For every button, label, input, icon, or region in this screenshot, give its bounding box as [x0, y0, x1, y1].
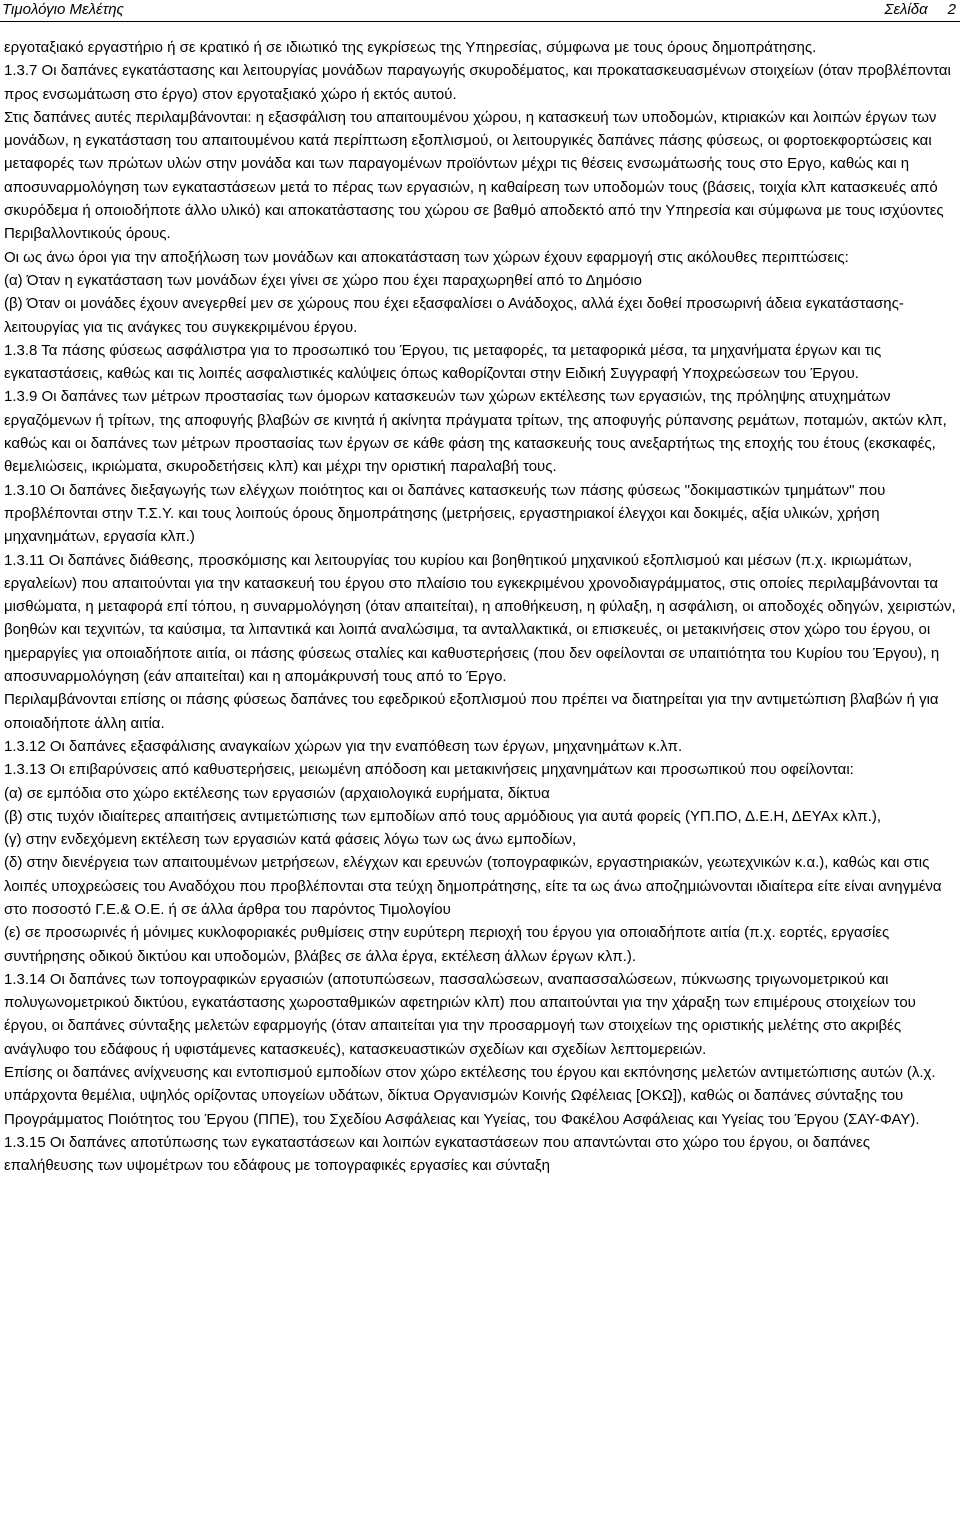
header-divider — [0, 21, 960, 22]
document-body — [4, 36, 956, 1178]
paragraph-1-3-8: 1.3.8 Τα πάσης φύσεως ασφάλιστρα για το προσωπικό του Έργου, τις μεταφορές, τα μεταφορικά μέσα, τα μηχανήματα έργων και τις εγκαταστάσεις, καθώς και τις λοιπές ασφαλιστικές καλύψεις όπως καθορίζονται στην Ειδική Συγγραφή Υποχρεώσεων του Έργου. — [4, 341, 882, 383]
list-item-c: (γ) στην ενδεχόμενη εκτέλεση των εργασιών κατά φάσεις λόγω των ως άνω εμποδίων, — [4, 831, 577, 849]
list-item-e: (ε) σε προσωρινές ή μόνιμες κυκλοφοριακές ρυθμίσεις στην ευρύτερη περιοχή του έργου για οποιαδήποτε αιτία (π.χ. εορτές, εργασίες συντήρησης οδικού δικτύου και υποδομών, βλάβες σε άλλα έργα, εκτέλεση άλλων έργων κλπ.). — [4, 924, 890, 965]
page-number: 2 — [947, 1, 956, 18]
paragraph-1-3-11: 1.3.11 Οι δαπάνες διάθεσης, προσκόμισης και λειτουργίας του κυρίου και βοηθητικού μηχανικού εξοπλισμού και μέσων (π.χ. ικριωμάτων, εργαλείων) που απαιτούνται για την κατασκευή του έργου στο πλαίσιο του εγκεκριμένου χρονοδιαγράμματος, στις οποίες περιλαμβάνονται τα μισθώματα, η μεταφορά επί τόπου, η συναρμολόγηση (όταν απαιτείται), η αποθήκευση, η φύλαξη, η ασφάλιση, οι αποδοχές οδηγών, χειριστών, βοηθών και τεχνιτών, τα καύσιμα, τα λιπαντικά και λοιπά αναλώσιμα, τα ανταλλακτικά, οι επισκευές, οι μετακινήσεις στον χώρο του έργου, οι ημεραργίες για οποιαδήποτε αιτία, οι πάσης φύσεως σταλίες και καθυστερήσεις (που δεν οφείλονται σε υπαιτιότητα του Κυρίου του Έργου), η αποσυναρμολόγηση (εάν απαιτείται) και η απομάκρυνσή τους από το Έργο. — [4, 551, 956, 686]
paragraph-1-3-15: 1.3.15 Οι δαπάνες αποτύπωσης των εγκαταστάσεων και λοιπών εγκαταστάσεων που απαντώνται στο χώρο του έργου, οι δαπάνες επαλήθευσης των υψομέτρων του εδάφους με τοπογραφικές εργασίες και σύνταξη — [4, 1133, 870, 1175]
paragraph-1-3-7: 1.3.7 Οι δαπάνες εγκατάστασης και λειτουργίας μονάδων παραγωγής σκυροδέματος, και προκατασκευασμένων στοιχείων (όταν προβλέπονται προς ενσωμάτωση στο έργο) στον εργοταξιακό χώρο ή εκτός αυτού. — [4, 62, 951, 103]
page-header — [0, 0, 960, 20]
paragraph-1-3-14: 1.3.14 Οι δαπάνες των τοπογραφικών εργασιών (αποτυπώσεων, πασσαλώσεων, αναπασσαλώσεων, πύκνωσης τριγωνομετρικού και πολυγωνομετρικού δικτύου, εγκατάστασης χωροσταθμικών αφετηριών κλπ) που απαιτούνται για την χάραξη των επιμέρους στοιχείων του έργου, οι δαπάνες σύνταξης μελετών εφαρμογής (όταν απαιτείται για την προσαρμογή των στοιχείων της οριστικής μελέτης στο ακριβές ανάγλυφο του εδάφους ή υφιστάμενες κατασκευές), κατασκευαστικών σχεδίων και σχεδίων λεπτομερειών. — [4, 970, 916, 1058]
list-item-a: (α) Όταν η εγκατάσταση των μονάδων έχει γίνει σε χώρο που έχει παραχωρηθεί από το Δημόσιο — [4, 271, 642, 289]
paragraph-continuation: εργοταξιακό εργαστήριο ή σε κρατικό ή σε ιδιωτικό της εγκρίσεως της Υπηρεσίας, σύμφωνα με τους όρους δημοπράτησης. — [4, 39, 817, 56]
document-title: Τιμολόγιο Μελέτης — [2, 1, 124, 18]
paragraph-removal-conditions: Οι ως άνω όροι για την αποξήλωση των μονάδων και αποκατάσταση των χώρων έχουν εφαρμογή στις ακόλουθες περιπτώσεις: — [4, 248, 849, 266]
list-item-d: (δ) στην διενέργεια των απαιτουμένων μετρήσεων, ελέγχων και ερευνών (τοπογραφικών, εργαστηριακών, γεωτεχνικών κ.α.), καθώς και στις λοιπές υποχρεώσεις του Αναδόχου που προβλέπονται στα τεύχη δημοπράτησης, είτε τα ως άνω αποζημιώνονται ιδιαίτερα είτε είναι ανηγμένα στο ποσοστό Γ.Ε.& Ο.Ε. ή σε άλλα άρθρα του παρόντος Τιμολογίου — [4, 854, 942, 918]
list-item-b: (β) Όταν οι μονάδες έχουν ανεγερθεί μεν σε χώρους που έχει εξασφαλίσει ο Ανάδοχος, αλλά έχει δοθεί προσωρινή άδεια εγκατάστασης-λειτουργίας για τις ανάγκες του συγκεκριμένου έργου. — [4, 295, 904, 336]
list-item-a: (α) σε εμπόδια στο χώρο εκτέλεσης των εργασιών (αρχαιολογικά ευρήματα, δίκτυα — [4, 784, 550, 802]
page-label: Σελίδα — [884, 1, 928, 18]
paragraph-backup-equipment: Περιλαμβάνονται επίσης οι πάσης φύσεως δαπάνες του εφεδρικού εξοπλισμού που πρέπει να διατηρείται για την αντιμετώπιση βλαβών ή για οποιαδήποτε άλλη αιτία. — [4, 691, 939, 732]
paragraph-1-3-13: 1.3.13 Οι επιβαρύνσεις από καθυστερήσεις, μειωμένη απόδοση και μετακινήσεις μηχανημάτων και προσωπικού που οφείλονται: — [4, 761, 854, 779]
paragraph-1-3-9: 1.3.9 Οι δαπάνες των μέτρων προστασίας των όμορων κατασκευών των χώρων εκτέλεσης των εργασιών, της πρόληψης ατυχημάτων εργαζόμενων ή τρίτων, της αποφυγής βλαβών σε κινητά ή ακίνητα πράγματα τρίτων, της αποφυγής ρύπανσης ρεμάτων, ποταμών, ακτών κλπ, καθώς και οι δαπάνες των μέτρων προστασίας των έργων σε κάθε φάση της κατασκευής τους ανεξαρτήτως της εποχής του έτους (εκσκαφές, θεμελιώσεις, ικριώματα, σκυροδετήσεις κλπ) και μέχρι την οριστική παραλαβή τους. — [4, 388, 947, 476]
paragraph-1-3-7-costs: Στις δαπάνες αυτές περιλαμβάνονται: η εξασφάλιση του απαιτουμένου χώρου, η κατασκευή των υποδομών, κτιριακών και λοιπών έργων των μονάδων, η εγκατάσταση του απαιτουμένου κατά περίπτωση εξοπλισμού, οι λειτουργικές δαπάνες πάσης φύσεως, οι φορτοεκφορτώσεις και μεταφορές των πρώτων υλών στην μονάδα και των παραγομένων προϊόντων μέχρι τις θέσεις ενσωμάτωσής τους στο Εργο, καθώς και η αποσυναρμολόγηση των εγκαταστάσεων μετά το πέρας των εργασιών, η καθαίρεση των υποδομών τους (βάσεις, τοιχία κλπ κατασκευές από σκυρόδεμα ή οποιοδήποτε άλλο υλικό) και αποκατάστασης του χώρου σε βαθμό αποδεκτό από την Υπηρεσία και σύμφωνα με τους ισχύοντες Περιβαλλοντικούς όρους. — [4, 108, 944, 243]
paragraph-1-3-12: 1.3.12 Οι δαπάνες εξασφάλισης αναγκαίων χώρων για την εναπόθεση των έργων, μηχανημάτων κ.λπ. — [4, 737, 683, 755]
paragraph-1-3-10: 1.3.10 Οι δαπάνες διεξαγωγής των ελέγχων ποιότητος και οι δαπάνες κατασκευής των πάσης φύσεως "δοκιμαστικών τμημάτων" που προβλέπονται στην Τ.Σ.Υ. και τους λοιπούς όρους δημοπράτησης (μετρήσεις, εργαστηριακοί έλεγχοι και δοκιμές, αξία υλικών, χρήση μηχανημάτων, εργασία κλπ.) — [4, 481, 886, 546]
list-item-b: (β) στις τυχόν ιδιαίτερες απαιτήσεις αντιμετώπισης των εμποδίων από τους αρμόδιους για αυτά φορείς (ΥΠ.ΠΟ, Δ.Ε.Η, ΔΕΥΑx κλπ.), — [4, 807, 882, 825]
page-indicator — [884, 1, 956, 19]
paragraph-obstacles: Επίσης οι δαπάνες ανίχνευσης και εντοπισμού εμποδίων στον χώρο εκτέλεσης του έργου και εκπόνησης μελετών αντιμετώπισης αυτών (λ.χ. υπάρχοντα θεμέλια, υψηλός ορίζοντας υπογείων υδάτων, δίκτυα Οργανισμών Κοινής Ωφέλειας [ΟΚΩ]), καθώς οι δαπάνες σύνταξης του Προγράμματος Ποιότητος του Έργου (ΠΠΕ), του Σχεδίου Ασφάλειας και Υγείας, του Φακέλου Ασφάλειας και Υγείας του Έργου (ΣΑΥ-ΦΑΥ). — [4, 1064, 936, 1128]
